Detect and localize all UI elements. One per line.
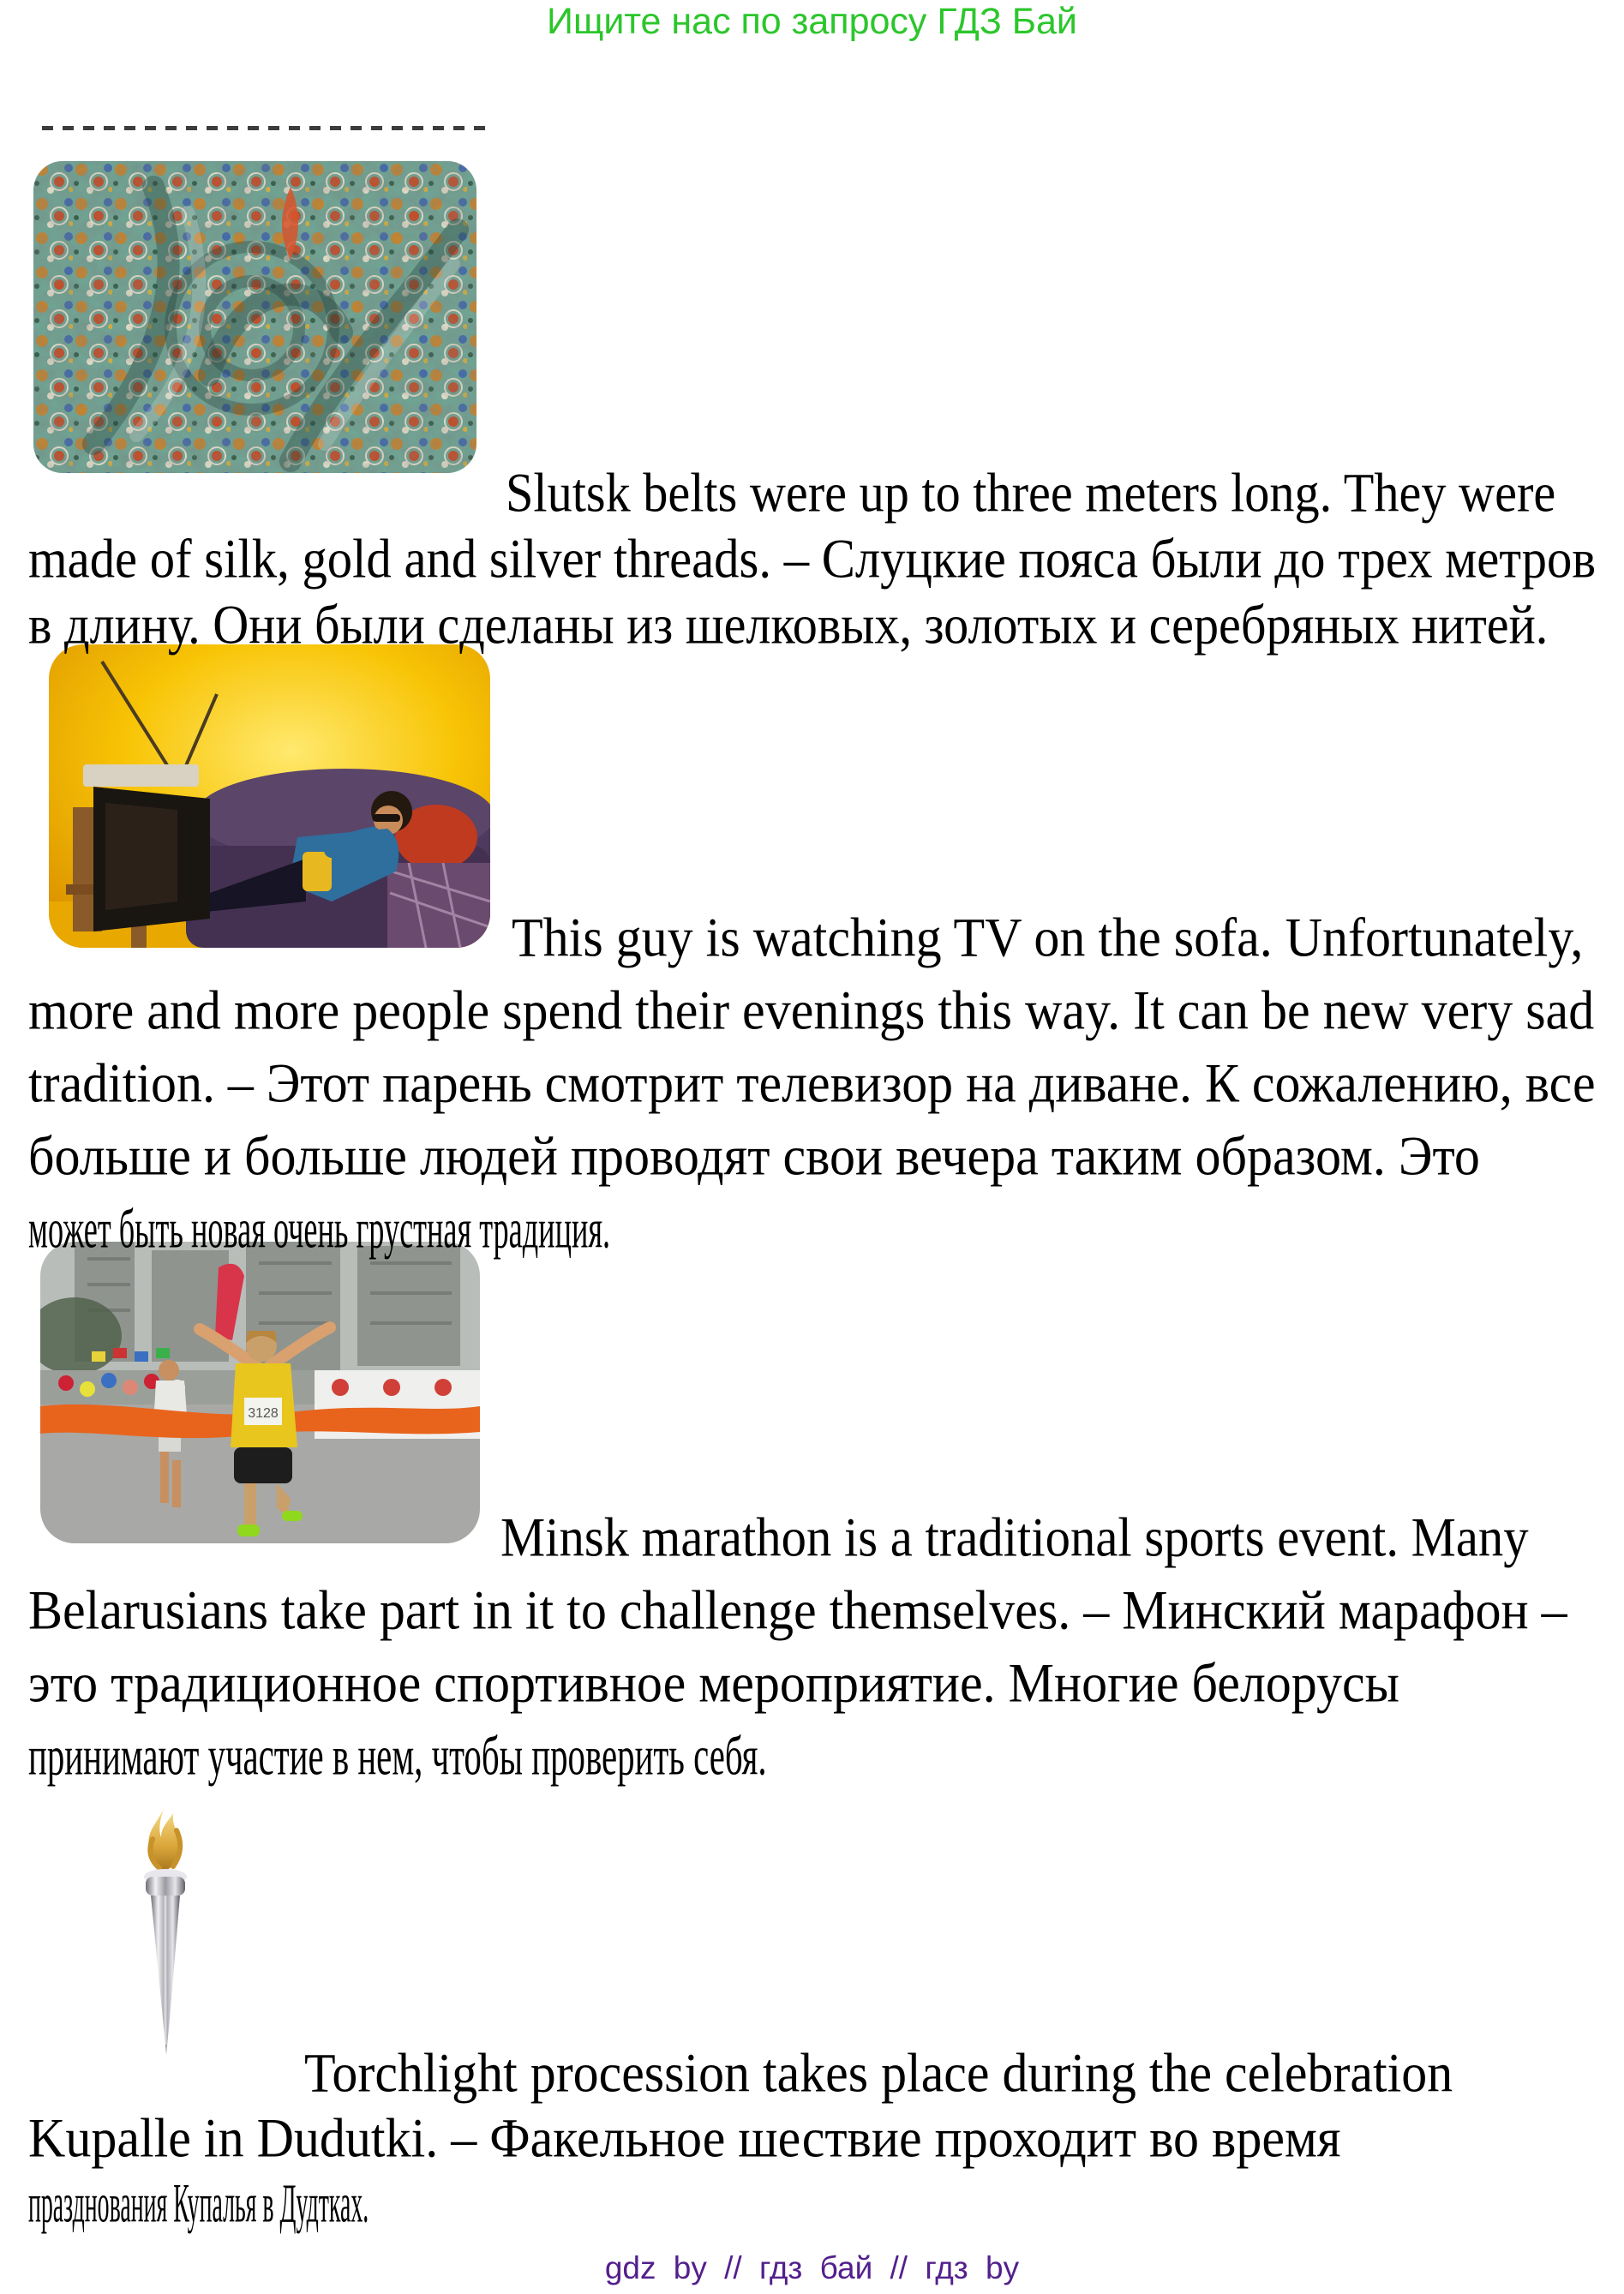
text-line: больше и больше людей проводят свои вечера таким образом. Это: [28, 1125, 1480, 1187]
text-line: Torchlight procession takes place during the celebration: [304, 2042, 1453, 2104]
text-line: Slutsk belts were up to three meters long. They were: [506, 462, 1556, 524]
text-line: tradition. – Этот парень смотрит телевизор на диване. К сожалению, все: [28, 1052, 1596, 1114]
text-line: Belarusians take part in it to challenge themselves. – Минский марафон –: [28, 1579, 1567, 1641]
header-note: Ищите нас по запросу ГДЗ Бай: [547, 1, 1077, 42]
paragraph-torchlight: [28, 2040, 1596, 2236]
svg-text:3128: 3128: [248, 1406, 279, 1421]
text-line: Minsk marathon is a traditional sports event. Many: [500, 1506, 1529, 1568]
marathon-illustration: [40, 1242, 480, 1543]
paragraph-guy-tv: [28, 901, 1596, 1266]
text-line: Kupalle in Dudutki. – Факельное шествие проходит во время: [28, 2107, 1341, 2169]
text-line: это традиционное спортивное мероприятие. Многие белорусы: [28, 1652, 1399, 1714]
minsk-marathon-image: [40, 1242, 480, 1543]
paragraph-slutsk-belts: [28, 460, 1596, 658]
text-line: made of silk, gold and silver threads. – Слуцкие пояса были до трех метров: [28, 528, 1597, 590]
footer-note: gdz by // гдз бай // гдз by: [604, 2250, 1020, 2285]
dashed-separator: [42, 126, 494, 130]
text-line: в длину. Они были сделаны из шелковых, золотых и серебряных нитей.: [28, 594, 1549, 656]
text-line: This guy is watching TV on the sofa. Unfortunately,: [512, 907, 1584, 968]
text-line: принимают участие в нем, чтобы проверить себя.: [28, 1725, 767, 1787]
text-line: празднования Купалья в Дудтках.: [28, 2172, 369, 2234]
slutsk-belt-image: [33, 161, 476, 473]
torch-illustration: [127, 1805, 204, 2063]
slutsk-belt-illustration: [33, 161, 476, 473]
torch-image: [127, 1805, 204, 2063]
text-line: может быть новая очень грустная традиция.: [28, 1198, 611, 1260]
text-line: more and more people spend their evenings this way. It can be new very sad: [28, 979, 1595, 1041]
paragraph-minsk-marathon: [28, 1501, 1596, 1793]
